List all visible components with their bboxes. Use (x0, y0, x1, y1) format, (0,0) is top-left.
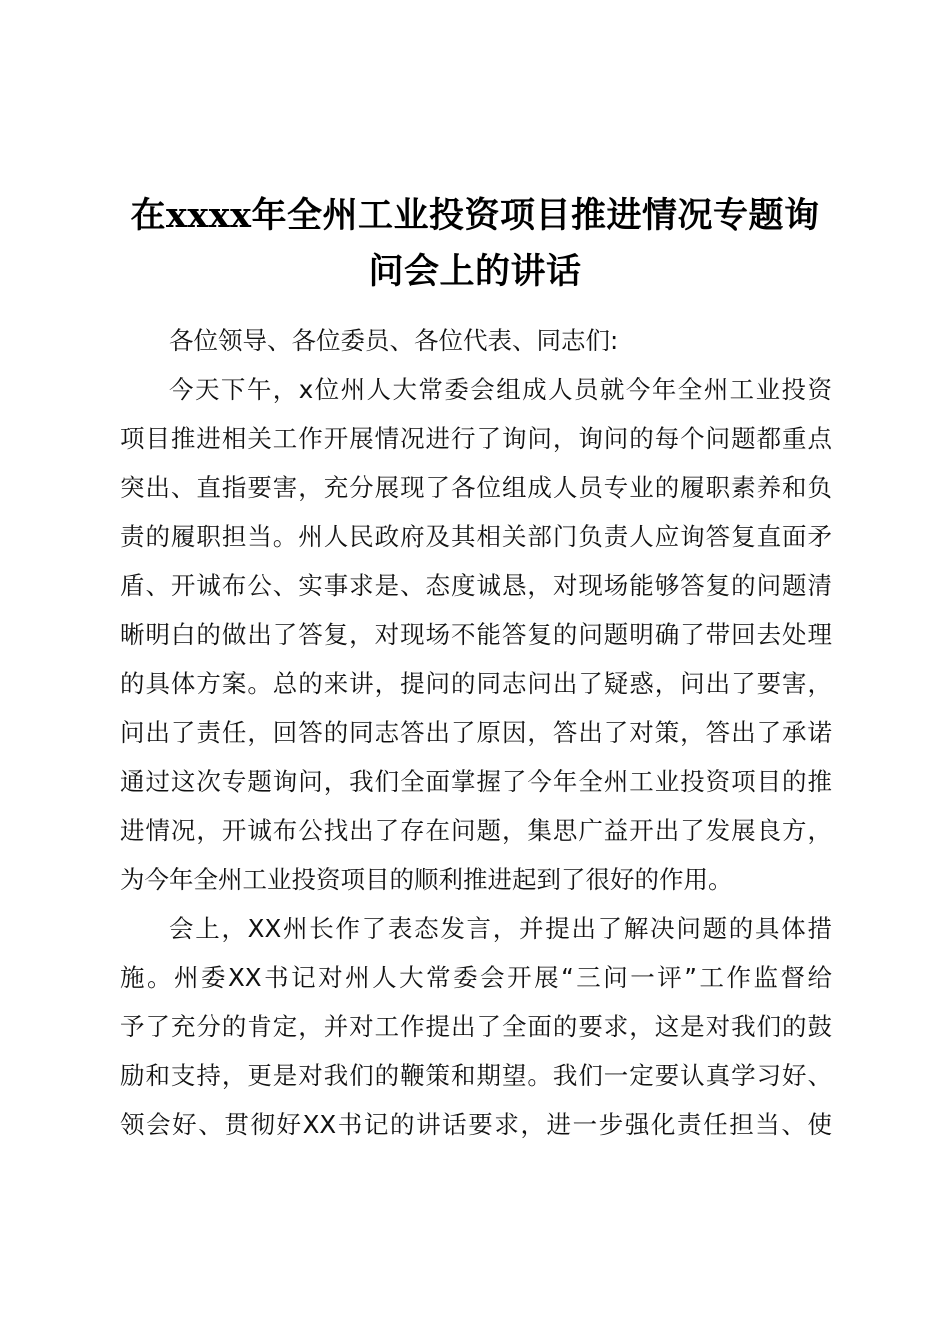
paragraph-line: 予了充分的肯定，并对工作提出了全面的要求，这是对我们的鼓 (120, 1012, 832, 1041)
speech-title (118, 188, 832, 300)
title-line-1: 在xxxx年全州工业投资项目推进情况专题询 (130, 195, 820, 236)
title-line-2: 问会上的讲话 (368, 251, 582, 292)
paragraph-line: 问出了责任，回答的同志答出了原因，答出了对策，答出了承诺 (120, 718, 832, 747)
paragraph-2 (120, 904, 832, 1149)
paragraph-1 (120, 365, 832, 904)
paragraph-line: 进情况，开诚布公找出了存在问题，集思广益开出了发展良方， (120, 816, 832, 845)
paragraph-line: 通过这次专题询问，我们全面掌握了今年全州工业投资项目的推 (120, 767, 832, 796)
paragraph-line: 晰明白的做出了答复，对现场不能答复的问题明确了带回去处理 (120, 620, 832, 649)
paragraph-line: 励和支持，更是对我们的鞭策和期望。我们一定要认真学习好、 (120, 1061, 832, 1090)
paragraph-line: 为今年全州工业投资项目的顺利推进起到了很好的作用。 (120, 865, 733, 894)
paragraph-line: 项目推进相关工作开展情况进行了询问，询问的每个问题都重点 (120, 424, 832, 453)
paragraph-line: 盾、开诚布公、实事求是、态度诚恳，对现场能够答复的问题清 (120, 571, 832, 600)
paragraph-line: 突出、直指要害，充分展现了各位组成人员专业的履职素养和负 (120, 473, 832, 502)
paragraph-line: 领会好、贯彻好XX书记的讲话要求，进一步强化责任担当、使 (120, 1110, 832, 1139)
speech-body (120, 316, 832, 1149)
paragraph-line: 责的履职担当。州人民政府及其相关部门负责人应询答复直面矛 (120, 522, 832, 551)
paragraph-line: 会上，XX州长作了表态发言，并提出了解决问题的具体措 (169, 914, 832, 943)
paragraph-line: 今天下午，x位州人大常委会组成人员就今年全州工业投资 (169, 375, 832, 404)
paragraph-line: 施。州委XX书记对州人大常委会开展“三问一评”工作监督给 (120, 963, 832, 992)
paragraph-line: 的具体方案。总的来讲，提问的同志问出了疑惑，问出了要害， (120, 669, 832, 698)
greeting: 各位领导、各位委员、各位代表、同志们: (169, 326, 619, 355)
